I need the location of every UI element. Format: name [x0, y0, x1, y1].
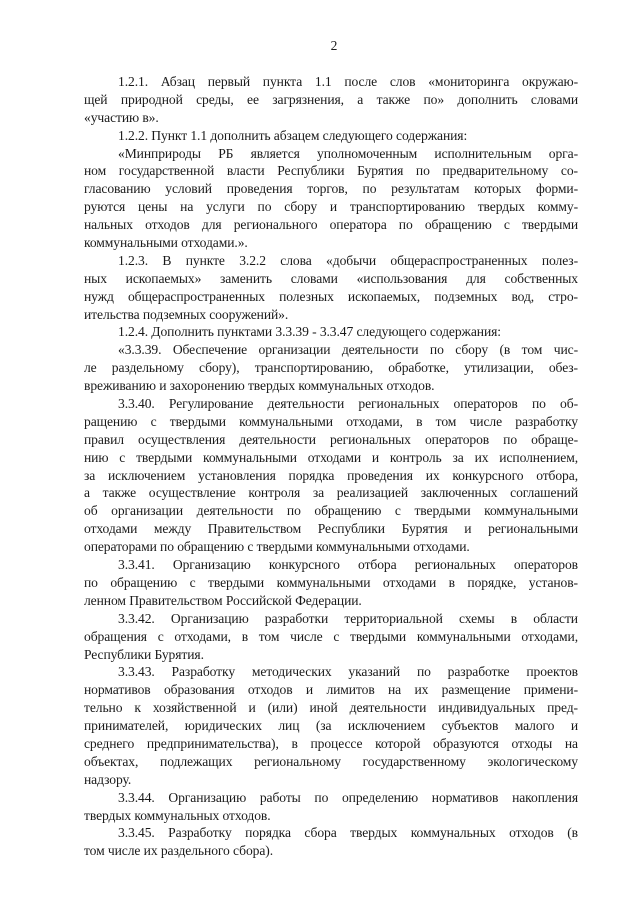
text-line: ительства подземных сооружений». [84, 306, 289, 322]
text-line: нальных отходов для регионального оператора по обращению с твердыми [84, 217, 578, 233]
text-line: 3.3.44. Организацию работы по определению нормативов накопления [118, 789, 578, 805]
text-line: а также осуществление контроля за реализацией заключенных соглашений [84, 485, 578, 501]
page-number: 2 [330, 38, 338, 53]
text-line: щей природной среды, ее загрязнения, а также по» дополнить словами [84, 91, 578, 107]
paragraph [84, 73, 578, 127]
text-line: ных ископаемых» заменить словами «использования для собственных [84, 270, 578, 286]
text-line: 1.2.1. Абзац первый пункта 1.1 после слов «мониторинга окружаю- [118, 74, 578, 89]
text-line: 3.3.45. Разработку порядка сбора твердых коммунальных отходов (в [118, 825, 578, 841]
text-line: руются цены на услуги по сбору и транспортированию твердых комму- [84, 199, 578, 215]
paragraph [84, 341, 578, 395]
text-line: за исключением установления порядка проведения их конкурсного отбора, [84, 467, 578, 483]
text-line: ленном Правительством Российской Федерации. [84, 592, 362, 608]
text-line: «Минприроды РБ является уполномоченным исполнительным орга- [118, 145, 578, 161]
text-line: 3.3.42. Организацию разработки территориальной схемы в области [118, 610, 578, 626]
paragraph [84, 395, 578, 556]
text-line: 3.3.40. Регулирование деятельности региональных операторов по об- [118, 396, 578, 412]
paragraph [84, 610, 578, 664]
paragraph [84, 127, 578, 145]
text-line: «3.3.39. Обеспечение организации деятельности по сбору (в том чис- [118, 342, 578, 358]
paragraph [84, 663, 578, 788]
paragraph [84, 789, 578, 825]
text-line: операторами по обращению с твердыми коммунальными отходами. [84, 539, 470, 555]
text-line: отходами между Правительством Республики Бурятия и региональными [84, 521, 578, 537]
text-line: по обращению с твердыми коммунальными отходами в порядке, установ- [84, 574, 578, 590]
text-line: 3.3.41. Организацию конкурсного отбора региональных операторов [118, 557, 578, 573]
text-line: обращения с отходами, в том числе с твердыми коммунальными отходами, [84, 628, 578, 644]
text-line: ращению с твердыми коммунальными отходами, в том числе разработку [84, 413, 578, 429]
text-line: Республики Бурятия. [84, 646, 204, 662]
paragraph [84, 145, 578, 252]
text-line: твердых коммунальных отходов. [84, 807, 271, 823]
text-line: тельно к хозяйственной и (или) иной деятельности индивидуальных пред- [84, 700, 578, 716]
text-line: объектах, подлежащих региональному государственному экологическому [84, 753, 578, 769]
text-line: принимателей, юридических лиц (за исключением субъектов малого и [84, 718, 578, 734]
text-line: «участию в». [84, 109, 159, 125]
paragraph [84, 323, 578, 341]
text-line: 1.2.2. Пункт 1.1 дополнить абзацем следующего содержания: [118, 127, 468, 143]
text-line: 3.3.43. Разработку методических указаний по разработке проектов [118, 664, 578, 680]
text-line: том числе их раздельного сбора). [84, 843, 273, 859]
document-body [84, 73, 578, 860]
text-line: правил осуществления деятельности региональных операторов по обраще- [84, 431, 578, 447]
text-line: гласованию условий проведения торгов, по результатам которых форми- [84, 181, 578, 197]
text-line: ном государственной власти Республики Бурятия по предварительному со- [84, 163, 578, 179]
text-line: надзору. [84, 771, 132, 787]
text-line: среднего предпринимательства), в процессе которой образуются отходы на [84, 735, 578, 751]
paragraph [84, 556, 578, 610]
text-line: нормативов образования отходов и лимитов на их размещение примени- [84, 682, 578, 698]
paragraph [84, 252, 578, 324]
paragraph [84, 824, 578, 860]
text-line: нужд общераспространенных полезных ископаемых, подземных вод, стро- [84, 288, 578, 304]
text-line: 1.2.3. В пункте 3.2.2 слова «добычи общераспространенных полез- [118, 252, 578, 268]
text-line: нию с твердыми коммунальными отходами и контроль за их исполнением, [84, 449, 578, 465]
text-line: 1.2.4. Дополнить пунктами 3.3.39 - 3.3.47 следующего содержания: [118, 324, 501, 340]
text-line: об организации деятельности по обращению с твердыми коммунальными [84, 503, 578, 519]
text-line: вреживанию и захоронению твердых коммунальных отходов. [84, 378, 435, 394]
text-line: ле раздельному сбору), транспортированию, обработке, утилизации, обез- [84, 360, 578, 376]
text-line: коммунальными отходами.». [84, 235, 248, 251]
